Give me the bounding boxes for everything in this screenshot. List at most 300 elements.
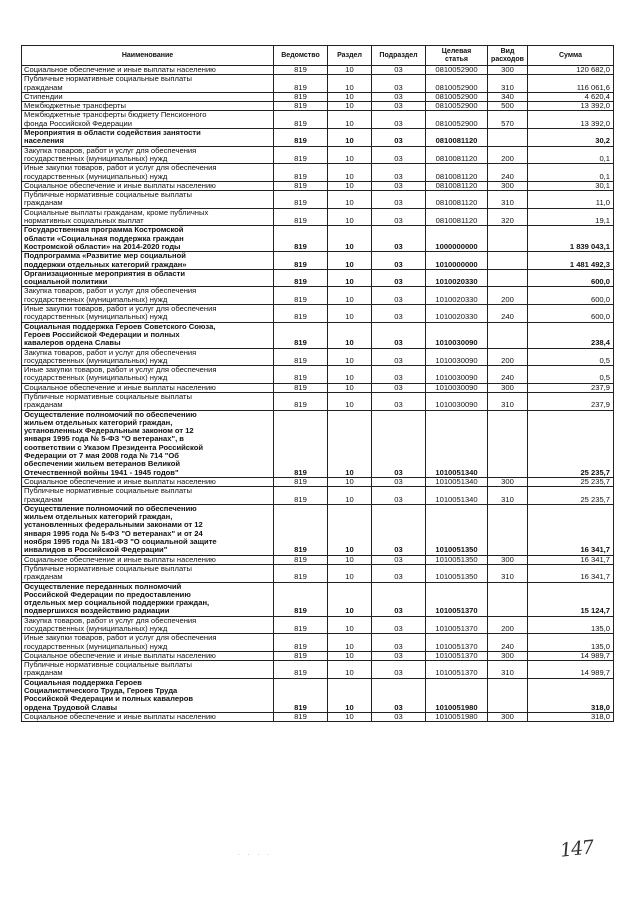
row-target: 1010051350 bbox=[426, 555, 488, 564]
row-sum: 25 235,7 bbox=[528, 410, 614, 477]
table-row bbox=[22, 208, 614, 226]
row-section: 10 bbox=[328, 477, 372, 486]
row-name-line: гражданам bbox=[24, 82, 63, 92]
row-subsection: 03 bbox=[372, 287, 426, 305]
row-name bbox=[22, 712, 274, 721]
header-name: Наименование bbox=[22, 46, 274, 66]
row-dept: 819 bbox=[274, 146, 328, 164]
table-row bbox=[22, 191, 614, 209]
row-target: 1010051350 bbox=[426, 564, 488, 582]
row-name-line: Социальное обеспечение и иные выплаты населению bbox=[24, 477, 216, 486]
row-name-line: установленных федеральными законами от 12 bbox=[24, 520, 203, 530]
row-section: 10 bbox=[328, 146, 372, 164]
table-row bbox=[22, 634, 614, 652]
budget-table bbox=[21, 45, 614, 722]
table-row bbox=[22, 305, 614, 323]
row-dept: 819 bbox=[274, 75, 328, 93]
row-dept: 819 bbox=[274, 564, 328, 582]
row-name bbox=[22, 366, 274, 384]
row-name-line: Иные закупки товаров, работ и услуг для обеспечения bbox=[24, 365, 217, 375]
row-section: 10 bbox=[328, 383, 372, 392]
row-name-line: ордена Трудовой Славы bbox=[24, 702, 118, 712]
row-dept: 819 bbox=[274, 383, 328, 392]
table-row bbox=[22, 226, 614, 252]
row-section: 10 bbox=[328, 191, 372, 209]
row-name-line: ноября 1995 года № 181-ФЗ "О социальной защите bbox=[24, 537, 217, 547]
row-section: 10 bbox=[328, 392, 372, 410]
row-subsection: 03 bbox=[372, 634, 426, 652]
row-subsection: 03 bbox=[372, 651, 426, 660]
row-subsection: 03 bbox=[372, 712, 426, 721]
row-expense-type: 200 bbox=[488, 616, 528, 634]
row-dept: 819 bbox=[274, 287, 328, 305]
row-target: 1010051370 bbox=[426, 651, 488, 660]
row-section: 10 bbox=[328, 616, 372, 634]
row-subsection: 03 bbox=[372, 111, 426, 129]
row-name-line: Иные закупки товаров, работ и услуг для обеспечения bbox=[24, 304, 217, 314]
row-dept: 819 bbox=[274, 322, 328, 348]
row-section: 10 bbox=[328, 322, 372, 348]
row-sum: 238,4 bbox=[528, 322, 614, 348]
row-section: 10 bbox=[328, 651, 372, 660]
row-section: 10 bbox=[328, 487, 372, 505]
row-section: 10 bbox=[328, 111, 372, 129]
row-expense-type bbox=[488, 582, 528, 616]
table-row bbox=[22, 366, 614, 384]
row-section: 10 bbox=[328, 287, 372, 305]
row-name-line: обеспечении жильем ветеранов Великой bbox=[24, 459, 181, 469]
row-sum: 16 341,7 bbox=[528, 504, 614, 555]
row-sum: 19,1 bbox=[528, 208, 614, 226]
row-target: 1010051370 bbox=[426, 634, 488, 652]
row-subsection: 03 bbox=[372, 269, 426, 287]
row-dept: 819 bbox=[274, 226, 328, 252]
header-exp-line2: расходов bbox=[491, 55, 524, 63]
row-section: 10 bbox=[328, 269, 372, 287]
row-name bbox=[22, 678, 274, 712]
row-dept: 819 bbox=[274, 366, 328, 384]
header-target bbox=[426, 46, 488, 66]
row-target: 1010030090 bbox=[426, 366, 488, 384]
row-target: 1010020330 bbox=[426, 305, 488, 323]
row-name-line: Осуществление полномочий по обеспечению bbox=[24, 410, 197, 419]
row-target: 1010051340 bbox=[426, 487, 488, 505]
row-dept: 819 bbox=[274, 111, 328, 129]
row-sum: 120 682,0 bbox=[528, 66, 614, 75]
row-expense-type bbox=[488, 252, 528, 270]
row-name-line: жильем отдельных категорий граждан, bbox=[24, 512, 173, 522]
row-name bbox=[22, 616, 274, 634]
row-subsection: 03 bbox=[372, 92, 426, 101]
table-row bbox=[22, 102, 614, 111]
row-name bbox=[22, 348, 274, 366]
row-name-line: государственных (муниципальных) нужд bbox=[24, 294, 168, 304]
row-subsection: 03 bbox=[372, 477, 426, 486]
row-expense-type: 200 bbox=[488, 287, 528, 305]
row-subsection: 03 bbox=[372, 226, 426, 252]
row-expense-type: 310 bbox=[488, 392, 528, 410]
row-dept: 819 bbox=[274, 191, 328, 209]
row-expense-type: 200 bbox=[488, 348, 528, 366]
row-dept: 819 bbox=[274, 392, 328, 410]
row-subsection: 03 bbox=[372, 555, 426, 564]
row-sum: 135,0 bbox=[528, 616, 614, 634]
header-exp-line1: Вид bbox=[500, 48, 515, 55]
row-sum: 0,1 bbox=[528, 146, 614, 164]
row-section: 10 bbox=[328, 678, 372, 712]
row-subsection: 03 bbox=[372, 66, 426, 75]
row-target: 0810052900 bbox=[426, 92, 488, 101]
row-name-line: Осуществление переданных полномочий bbox=[24, 582, 182, 591]
row-section: 10 bbox=[328, 564, 372, 582]
row-target: 0810081120 bbox=[426, 181, 488, 190]
row-name-line: Героев Российской Федерации и полных bbox=[24, 329, 180, 339]
row-expense-type bbox=[488, 269, 528, 287]
row-sum: 1 481 492,3 bbox=[528, 252, 614, 270]
row-expense-type: 340 bbox=[488, 92, 528, 101]
row-name-line: января 1995 года № 5-ФЗ "О ветеранах" и от 24 bbox=[24, 528, 203, 538]
row-target: 0810081120 bbox=[426, 146, 488, 164]
row-name-line: фонда Российской Федерации bbox=[24, 118, 133, 128]
row-target: 1010051370 bbox=[426, 582, 488, 616]
row-name-line: государственных (муниципальных) нужд bbox=[24, 153, 168, 163]
row-expense-type: 240 bbox=[488, 634, 528, 652]
table-row bbox=[22, 181, 614, 190]
row-subsection: 03 bbox=[372, 191, 426, 209]
row-expense-type bbox=[488, 678, 528, 712]
row-dept: 819 bbox=[274, 661, 328, 679]
row-name-line: Закупка товаров, работ и услуг для обеспечения bbox=[24, 286, 197, 296]
row-expense-type: 300 bbox=[488, 477, 528, 486]
row-name-line: Социальное обеспечение и иные выплаты населению bbox=[24, 712, 216, 721]
row-target: 0810081120 bbox=[426, 191, 488, 209]
row-subsection: 03 bbox=[372, 616, 426, 634]
row-name-line: гражданам bbox=[24, 494, 63, 504]
row-name bbox=[22, 164, 274, 182]
table-row bbox=[22, 92, 614, 101]
row-section: 10 bbox=[328, 75, 372, 93]
row-subsection: 03 bbox=[372, 75, 426, 93]
row-name bbox=[22, 102, 274, 111]
row-subsection: 03 bbox=[372, 410, 426, 477]
header-sum: Сумма bbox=[528, 46, 614, 66]
row-subsection: 03 bbox=[372, 366, 426, 384]
row-target: 0810081120 bbox=[426, 129, 488, 147]
row-dept: 819 bbox=[274, 582, 328, 616]
row-section: 10 bbox=[328, 164, 372, 182]
row-name-line: государственных (муниципальных) нужд bbox=[24, 624, 168, 633]
table-row bbox=[22, 487, 614, 505]
row-expense-type: 300 bbox=[488, 712, 528, 721]
row-dept: 819 bbox=[274, 102, 328, 111]
row-section: 10 bbox=[328, 410, 372, 477]
row-target: 1010051370 bbox=[426, 661, 488, 679]
row-dept: 819 bbox=[274, 487, 328, 505]
row-name-line: Социальное обеспечение и иные выплаты населению bbox=[24, 383, 216, 392]
row-name-line: гражданам bbox=[24, 400, 63, 410]
row-name bbox=[22, 287, 274, 305]
row-name-line: Закупка товаров, работ и услуг для обеспечения bbox=[24, 146, 197, 155]
row-section: 10 bbox=[328, 102, 372, 111]
row-name-line: Организационные мероприятия в области bbox=[24, 269, 185, 278]
row-expense-type: 310 bbox=[488, 487, 528, 505]
row-name bbox=[22, 410, 274, 477]
row-name bbox=[22, 504, 274, 555]
row-expense-type: 300 bbox=[488, 66, 528, 75]
table-row bbox=[22, 712, 614, 721]
row-expense-type bbox=[488, 129, 528, 147]
row-sum: 30,1 bbox=[528, 181, 614, 190]
row-subsection: 03 bbox=[372, 564, 426, 582]
row-target: 0810052900 bbox=[426, 102, 488, 111]
row-name-line: Костромской области» на 2014-2020 годы bbox=[24, 241, 181, 251]
row-name-line: Российской Федерации и полных кавалеров bbox=[24, 694, 194, 704]
row-dept: 819 bbox=[274, 712, 328, 721]
row-target: 1010030090 bbox=[426, 383, 488, 392]
row-section: 10 bbox=[328, 661, 372, 679]
row-target: 1010051370 bbox=[426, 616, 488, 634]
row-section: 10 bbox=[328, 712, 372, 721]
header-target-line1: Целевая bbox=[441, 48, 472, 55]
row-name bbox=[22, 66, 274, 75]
row-dept: 819 bbox=[274, 678, 328, 712]
table-row bbox=[22, 111, 614, 129]
row-name-line: Мероприятия в области содействия занятости bbox=[24, 128, 201, 138]
row-expense-type: 310 bbox=[488, 75, 528, 93]
row-name-line: Стипендии bbox=[24, 92, 63, 101]
table-row bbox=[22, 651, 614, 660]
table-row bbox=[22, 129, 614, 147]
row-name bbox=[22, 252, 274, 270]
row-dept: 819 bbox=[274, 252, 328, 270]
row-name-line: области «Социальная поддержка граждан bbox=[24, 233, 184, 243]
row-name-line: государственных (муниципальных) нужд bbox=[24, 373, 168, 383]
row-target: 1010020330 bbox=[426, 269, 488, 287]
row-name-line: установленных Федеральным законом от 12 bbox=[24, 426, 194, 436]
row-name-line: социальной политики bbox=[24, 277, 108, 287]
table-row bbox=[22, 678, 614, 712]
row-sum: 13 392,0 bbox=[528, 111, 614, 129]
row-sum: 14 989,7 bbox=[528, 651, 614, 660]
row-expense-type: 300 bbox=[488, 651, 528, 660]
row-name bbox=[22, 129, 274, 147]
row-sum: 16 341,7 bbox=[528, 555, 614, 564]
row-name-line: Межбюджетные трансферты bbox=[24, 101, 126, 111]
row-name-line: Межбюджетные трансферты бюджету Пенсионного bbox=[24, 110, 207, 120]
row-expense-type bbox=[488, 322, 528, 348]
row-name bbox=[22, 661, 274, 679]
table-row bbox=[22, 383, 614, 392]
table-row bbox=[22, 322, 614, 348]
row-name-line: Государственная программа Костромской bbox=[24, 225, 184, 235]
row-name-line: подвергшихся воздействию радиации bbox=[24, 606, 170, 616]
table-row bbox=[22, 616, 614, 634]
row-sum: 25 235,7 bbox=[528, 487, 614, 505]
table-header-row bbox=[22, 46, 614, 66]
table-row bbox=[22, 582, 614, 616]
row-dept: 819 bbox=[274, 504, 328, 555]
row-sum: 116 061,6 bbox=[528, 75, 614, 93]
table-row bbox=[22, 146, 614, 164]
row-name-line: января 1995 года № 5-ФЗ "О ветеранах", в bbox=[24, 434, 184, 444]
row-sum: 1 839 043,1 bbox=[528, 226, 614, 252]
row-dept: 819 bbox=[274, 555, 328, 564]
row-subsection: 03 bbox=[372, 208, 426, 226]
row-sum: 11,0 bbox=[528, 191, 614, 209]
row-sum: 14 989,7 bbox=[528, 661, 614, 679]
row-name-line: Социальное обеспечение и иные выплаты населению bbox=[24, 651, 216, 660]
scan-dots: · · · · bbox=[238, 852, 272, 858]
row-sum: 237,9 bbox=[528, 392, 614, 410]
row-name-line: государственных (муниципальных) нужд bbox=[24, 171, 168, 181]
row-name-line: Социальные выплаты гражданам, кроме публичных bbox=[24, 208, 209, 217]
row-section: 10 bbox=[328, 92, 372, 101]
row-target: 0810081120 bbox=[426, 208, 488, 226]
row-sum: 25 235,7 bbox=[528, 477, 614, 486]
row-name-line: Социальная поддержка Героев bbox=[24, 678, 142, 687]
row-name-line: поддержки отдельных категорий граждан» bbox=[24, 259, 187, 269]
row-name-line: кавалеров ордена Славы bbox=[24, 338, 121, 348]
row-expense-type: 570 bbox=[488, 111, 528, 129]
header-subsection: Подраздел bbox=[372, 46, 426, 66]
row-name bbox=[22, 191, 274, 209]
table-row bbox=[22, 392, 614, 410]
row-target: 1010020330 bbox=[426, 287, 488, 305]
row-name-line: жильем отдельных категорий граждан, bbox=[24, 417, 173, 427]
row-name-line: Социалистического Труда, Героев Труда bbox=[24, 686, 178, 696]
row-target: 1000000000 bbox=[426, 226, 488, 252]
table-body bbox=[22, 66, 614, 722]
row-name bbox=[22, 92, 274, 101]
row-name bbox=[22, 322, 274, 348]
row-name-line: Публичные нормативные социальные выплаты bbox=[24, 660, 192, 670]
row-name-line: Закупка товаров, работ и услуг для обеспечения bbox=[24, 616, 197, 625]
row-name-line: Социальная поддержка Героев Советского Союза, bbox=[24, 322, 216, 331]
table-row bbox=[22, 564, 614, 582]
row-name-line: Иные закупки товаров, работ и услуг для обеспечения bbox=[24, 163, 217, 173]
row-target: 1010030090 bbox=[426, 348, 488, 366]
row-name-line: Федерации от 7 мая 2008 года № 714 "Об bbox=[24, 451, 179, 461]
header-target-line2: статья bbox=[444, 55, 469, 63]
page-number: 147 bbox=[558, 836, 595, 862]
header-section: Раздел bbox=[328, 46, 372, 66]
row-expense-type: 300 bbox=[488, 555, 528, 564]
row-name-line: соответствии с Указом Президента Российской bbox=[24, 442, 204, 452]
row-subsection: 03 bbox=[372, 146, 426, 164]
row-section: 10 bbox=[328, 66, 372, 75]
row-target: 1010051340 bbox=[426, 410, 488, 477]
row-subsection: 03 bbox=[372, 678, 426, 712]
row-section: 10 bbox=[328, 129, 372, 147]
row-sum: 600,0 bbox=[528, 287, 614, 305]
row-dept: 819 bbox=[274, 348, 328, 366]
row-subsection: 03 bbox=[372, 164, 426, 182]
row-name bbox=[22, 269, 274, 287]
row-name bbox=[22, 111, 274, 129]
table-row bbox=[22, 66, 614, 75]
row-dept: 819 bbox=[274, 208, 328, 226]
row-dept: 819 bbox=[274, 129, 328, 147]
row-sum: 13 392,0 bbox=[528, 102, 614, 111]
row-dept: 819 bbox=[274, 616, 328, 634]
row-subsection: 03 bbox=[372, 392, 426, 410]
row-dept: 819 bbox=[274, 410, 328, 477]
row-name-line: Публичные нормативные социальные выплаты bbox=[24, 392, 192, 401]
row-sum: 600,0 bbox=[528, 305, 614, 323]
row-sum: 4 620,4 bbox=[528, 92, 614, 101]
row-subsection: 03 bbox=[372, 322, 426, 348]
row-name-line: Подпрограмма «Развитие мер социальной bbox=[24, 251, 186, 261]
row-target: 0810052900 bbox=[426, 111, 488, 129]
row-subsection: 03 bbox=[372, 348, 426, 366]
row-name bbox=[22, 582, 274, 616]
row-name-line: гражданам bbox=[24, 198, 63, 208]
row-name-line: Публичные нормативные социальные выплаты bbox=[24, 486, 192, 496]
row-name-line: Социальное обеспечение и иные выплаты населению bbox=[24, 555, 216, 564]
table-row bbox=[22, 287, 614, 305]
row-name bbox=[22, 181, 274, 190]
table-row bbox=[22, 504, 614, 555]
table-row bbox=[22, 252, 614, 270]
header-dept: Ведомство bbox=[274, 46, 328, 66]
row-dept: 819 bbox=[274, 634, 328, 652]
row-sum: 318,0 bbox=[528, 712, 614, 721]
row-name-line: гражданам bbox=[24, 668, 63, 678]
row-name-line: Отечественной войны 1941 - 1945 годов" bbox=[24, 467, 179, 477]
row-expense-type: 240 bbox=[488, 305, 528, 323]
row-name-line: государственных (муниципальных) нужд bbox=[24, 355, 168, 365]
row-dept: 819 bbox=[274, 92, 328, 101]
row-name bbox=[22, 75, 274, 93]
row-name-line: Иные закупки товаров, работ и услуг для обеспечения bbox=[24, 633, 217, 643]
row-expense-type: 300 bbox=[488, 383, 528, 392]
row-expense-type: 300 bbox=[488, 181, 528, 190]
row-name-line: нормативных социальных выплат bbox=[24, 216, 144, 226]
row-subsection: 03 bbox=[372, 102, 426, 111]
row-subsection: 03 bbox=[372, 487, 426, 505]
row-target: 0810081120 bbox=[426, 164, 488, 182]
row-subsection: 03 bbox=[372, 383, 426, 392]
row-section: 10 bbox=[328, 582, 372, 616]
row-subsection: 03 bbox=[372, 582, 426, 616]
row-sum: 16 341,7 bbox=[528, 564, 614, 582]
row-section: 10 bbox=[328, 555, 372, 564]
header-expense-type bbox=[488, 46, 528, 66]
row-dept: 819 bbox=[274, 477, 328, 486]
row-name bbox=[22, 564, 274, 582]
row-name bbox=[22, 146, 274, 164]
row-name-line: Российской Федерации по предоставлению bbox=[24, 589, 191, 599]
row-name bbox=[22, 383, 274, 392]
row-expense-type: 310 bbox=[488, 191, 528, 209]
table-row bbox=[22, 75, 614, 93]
row-subsection: 03 bbox=[372, 305, 426, 323]
row-section: 10 bbox=[328, 504, 372, 555]
row-section: 10 bbox=[328, 305, 372, 323]
row-name bbox=[22, 634, 274, 652]
row-subsection: 03 bbox=[372, 504, 426, 555]
row-expense-type: 310 bbox=[488, 661, 528, 679]
row-dept: 819 bbox=[274, 269, 328, 287]
row-name-line: гражданам bbox=[24, 572, 63, 582]
row-subsection: 03 bbox=[372, 252, 426, 270]
row-dept: 819 bbox=[274, 181, 328, 190]
row-target: 1010000000 bbox=[426, 252, 488, 270]
table-row bbox=[22, 410, 614, 477]
row-expense-type: 200 bbox=[488, 146, 528, 164]
row-name-line: населения bbox=[24, 136, 64, 146]
row-target: 0810052900 bbox=[426, 66, 488, 75]
